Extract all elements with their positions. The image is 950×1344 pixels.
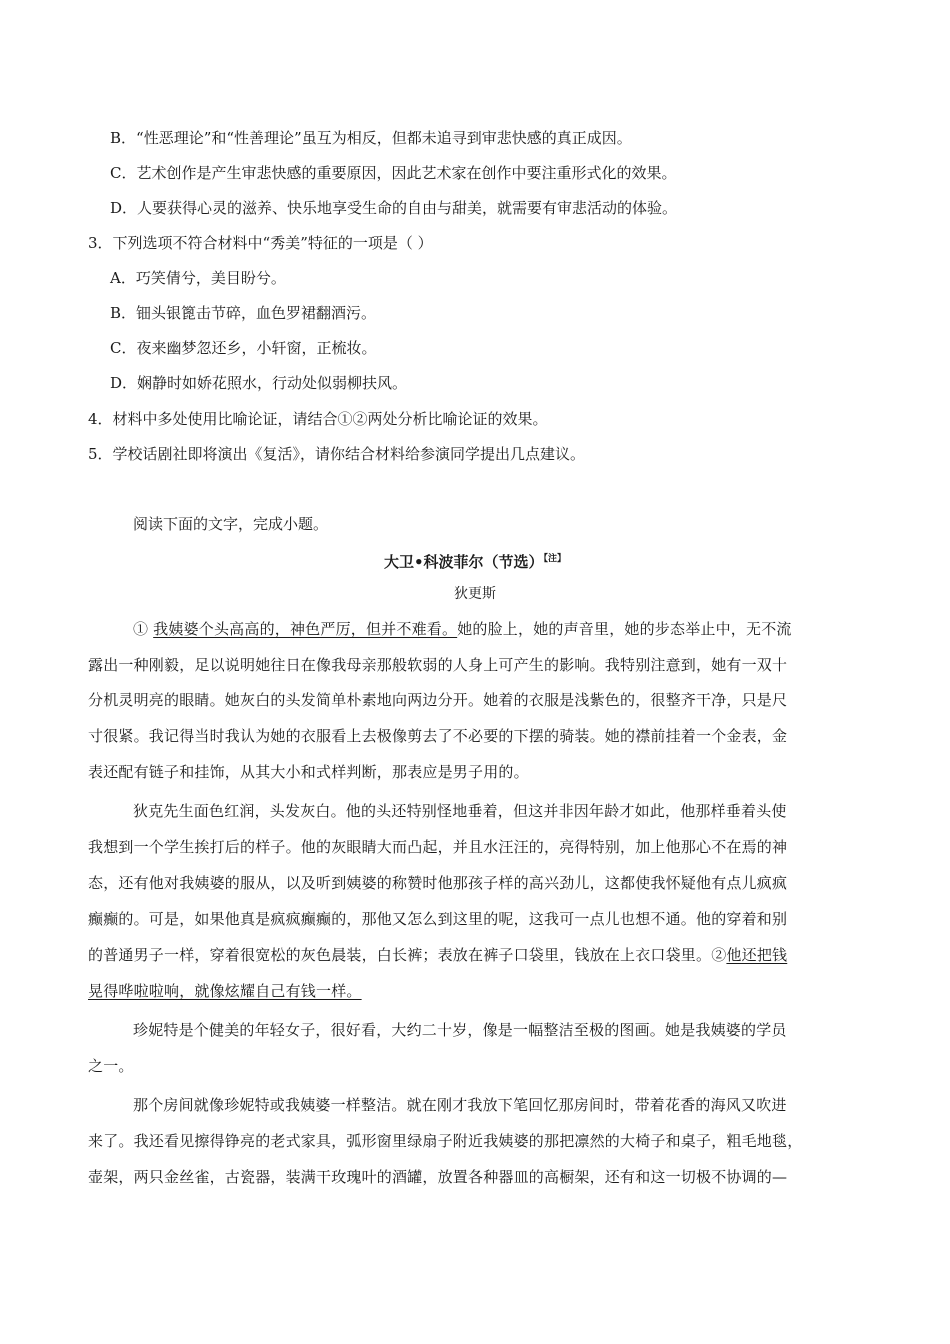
paragraph-3-line-1: 珍妮特是个健美的年轻女子，很好看，大约二十岁，像是一幅整洁至极的图画。她是我姨婆的学员 [133, 1021, 787, 1039]
q2-option-c: C．艺术创作是产生审悲快感的重要原因，因此艺术家在创作中要注重形式化的效果。 [110, 164, 677, 182]
q3-stem: 3．下列选项不符合材料中“秀美”特征的一项是（ ） [88, 234, 433, 252]
title-note: 【注】 [543, 554, 567, 564]
paragraph-4-line-3: 壶架，两只金丝雀，古瓷器，装满干玫瑰叶的酒罐，放置各种器皿的高橱架，还有和这一切极不协调的— [88, 1168, 788, 1186]
q3-option-b: B．钿头银篦击节碎，血色罗裙翻酒污。 [110, 304, 377, 322]
paragraph-1-line-2: 露出一种刚毅，足以说明她往日在像我母亲那般软弱的人身上可产生的影响。我特别注意到，她有一双十 [88, 656, 788, 674]
marker-1: ① [133, 620, 149, 638]
paragraph-4-line-1: 那个房间就像珍妮特或我姨婆一样整洁。就在刚才我放下笔回忆那房间时，带着花香的海风又吹进 [133, 1096, 787, 1114]
passage-title: 大卫•科波菲尔（节选）$^{【注】}$ [383, 553, 567, 571]
underlined-sentence-2a: 他还把钱 [726, 946, 788, 964]
passage-author: 狄更斯 [454, 586, 496, 602]
paragraph-1-line-3: 分机灵明亮的眼睛。她灰白的头发简单朴素地向两边分开。她着的衣服是浅紫色的，很整齐干净，只是尺 [88, 691, 788, 709]
paragraph-2-line-3: 态，还有他对我姨婆的服从，以及听到姨婆的称赞时他那孩子样的高兴劲儿，这都使我怀疑他有点儿疯疯 [88, 874, 788, 892]
paragraph-1-line-4: 寸很紧。我记得当时我认为她的衣服看上去极像剪去了不必要的下摆的骑装。她的襟前挂着一个金表，金 [88, 727, 788, 745]
paragraph-3-line-2: 之一。 [88, 1057, 134, 1075]
q3-option-c: C．夜来幽梦忽还乡，小轩窗，正梳妆。 [110, 339, 377, 357]
q5-stem: 5．学校话剧社即将演出《复活》，请你结合材料给参演同学提出几点建议。 [88, 445, 586, 463]
paragraph-1-line-5: 表还配有链子和挂饰，从其大小和式样判断，那表应是男子用的。 [88, 763, 529, 781]
q2-option-b: B．“性恶理论”和“性善理论”虽互为相反，但都未追寻到审悲快感的真正成因。 [110, 129, 632, 147]
underlined-sentence-1: 我姨婆个头高高的，神色严厉，但并不难看。 [153, 620, 458, 638]
q4-stem: 4．材料中多处使用比喻论证，请结合①②两处分析比喻论证的效果。 [88, 410, 548, 428]
paragraph-4-line-2: 来了。我还看见擦得铮亮的老式家具，弧形窗里绿扇子附近我姨婆的那把凛然的大椅子和桌子，粗毛地毯， [88, 1132, 803, 1150]
paragraph-2-line-5: 的普通男子一样，穿着很宽松的灰色晨装，白长裤；表放在裤子口袋里，钱放在上衣口袋里。②他还把钱 [88, 946, 788, 964]
paragraph-2-line-1: 狄克先生面色红润，头发灰白。他的头还特别怪地垂着，但这并非因年龄才如此，他那样垂着头使 [133, 802, 787, 820]
paragraph-2-line-6 [88, 981, 362, 1001]
paragraph-2-line-4: 癫癫的。可是，如果他真是疯疯癫癫的，那他又怎么到这里的呢，这我可一点儿也想不通。他的穿着和别 [88, 910, 788, 928]
paragraph-1-line-1: ① 我姨婆个头高高的，神色严厉，但并不难看。她的脸上，她的声音里，她的步态举止中，无不流 [133, 620, 792, 638]
paragraph-2-line-2: 我想到一个学生挨打后的样子。他的灰眼睛大而凸起，并且水汪汪的，亮得特别，加上他那心不在焉的神 [88, 838, 788, 856]
underlined-sentence-2b: 晃得哗啦啦响，就像炫耀自己有钱一样。 [88, 982, 362, 1000]
reading-intro: 阅读下面的文字，完成小题。 [133, 515, 329, 533]
marker-2: ② [711, 946, 727, 964]
q3-option-a: A．巧笑倩兮，美目盼兮。 [110, 269, 286, 287]
q2-option-d: D．人要获得心灵的滋养、快乐地享受生命的自由与甜美，就需要有审悲活动的体验。 [110, 199, 678, 217]
q3-option-d: D．娴静时如娇花照水，行动处似弱柳扶风。 [110, 374, 408, 392]
